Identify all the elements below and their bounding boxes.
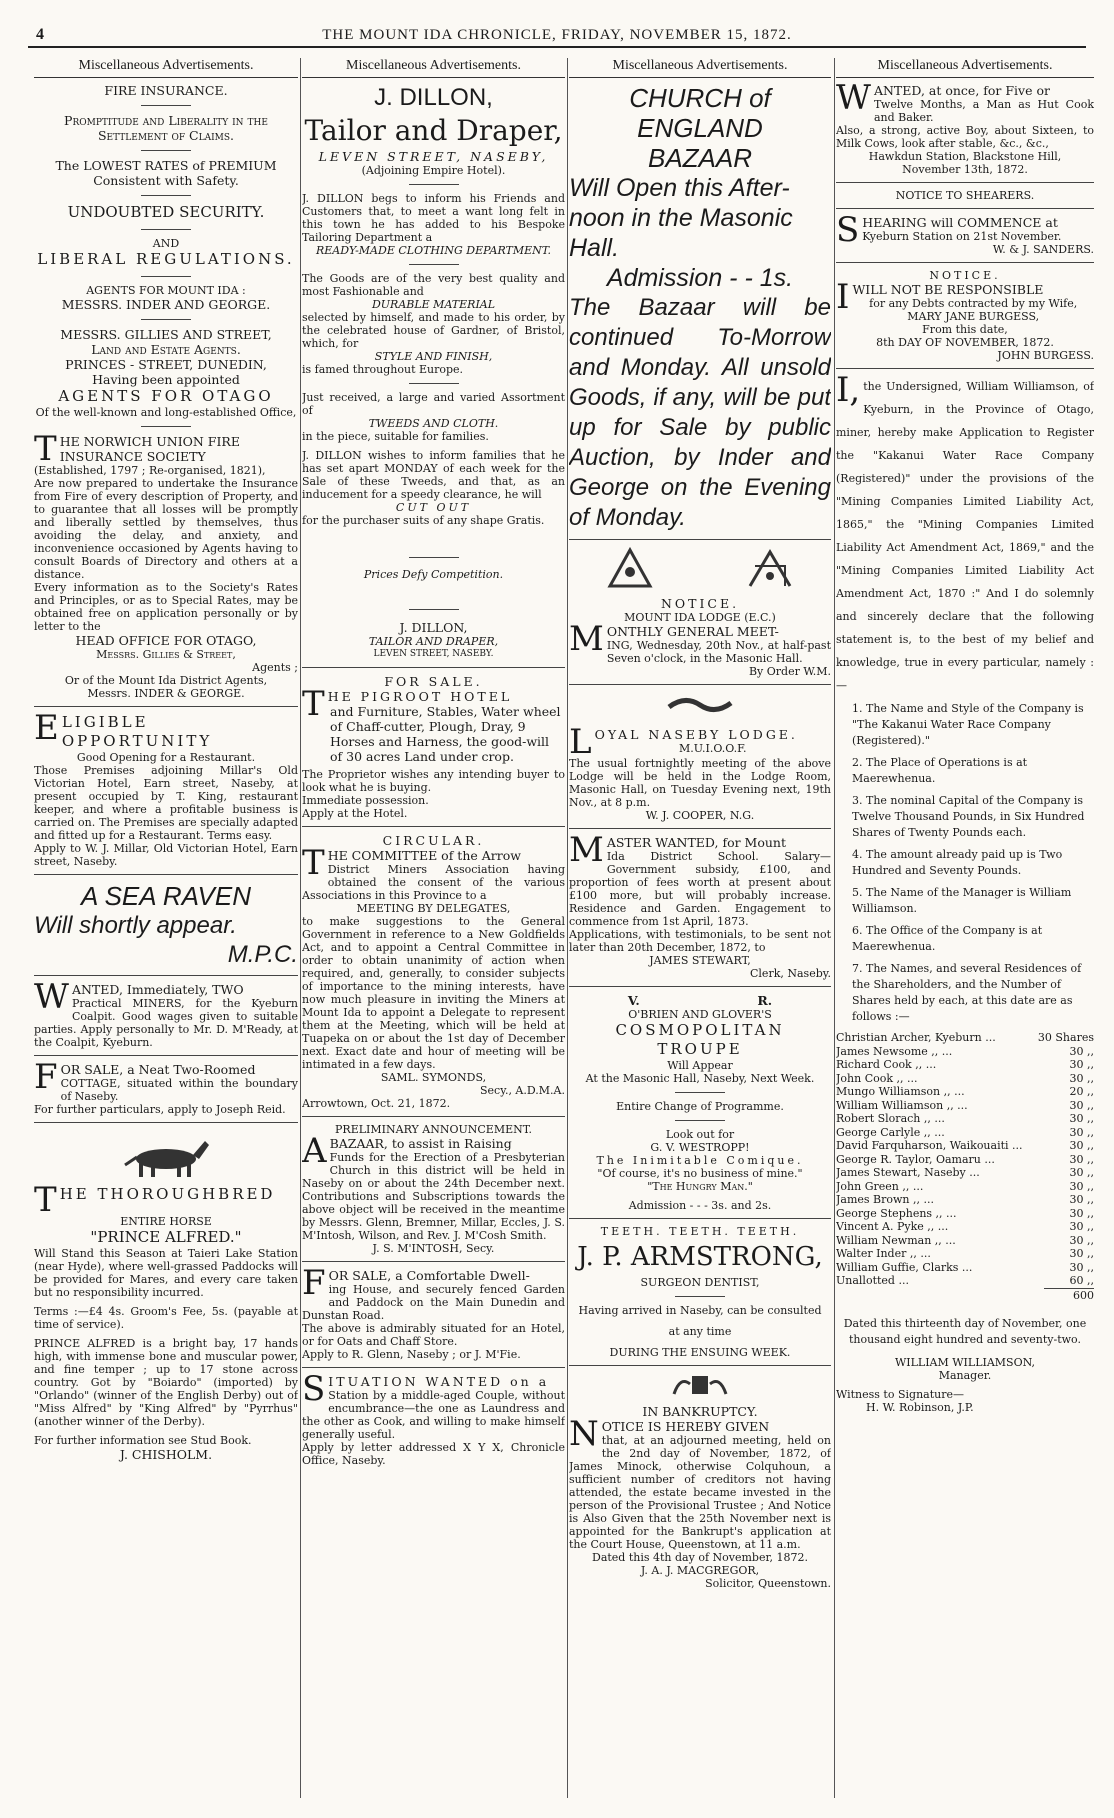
ad-signature: TAILOR AND DRAPER, [368, 635, 499, 648]
shareholder-name: Richard Cook ,, ... [836, 1058, 937, 1071]
ad-line: AGENTS FOR OTAGO [58, 387, 274, 405]
ad-heading: HE COMMITTEE of the Arrow [327, 848, 521, 863]
table-row [836, 1031, 1094, 1045]
dwelling-sale-ad [302, 1263, 565, 1361]
ad-heading: IN BANKRUPTCY. [642, 1404, 758, 1419]
ad-body: Immediate possession. [302, 794, 429, 807]
ad-line: at any time [668, 1325, 732, 1338]
drop-cap: E [34, 708, 59, 748]
ad-signature: JOHN BURGESS. [997, 349, 1094, 362]
ad-heading: BAZAAR, to assist in Raising [329, 1136, 512, 1151]
shareholder-shares: 30 ,, [1069, 1125, 1094, 1139]
table-row [836, 1153, 1094, 1167]
column-4 [836, 58, 1094, 1798]
royal-arms-icon [670, 1372, 730, 1398]
drop-cap: I [836, 277, 850, 317]
ad-date: 8th DAY OF NOVEMBER, 1872. [876, 336, 1054, 349]
shareholder-name: John Green ,, ... [836, 1179, 924, 1193]
list-item: 5. The Name of the Manager is William Williamson. [852, 886, 1072, 915]
shares-total: 600 [1044, 1288, 1094, 1302]
shareholder-name: George Carlyle ,, ... [836, 1125, 945, 1139]
shareholder-shares: 30 ,, [1069, 1179, 1094, 1193]
ad-line: MOUNT IDA LODGE (E.C.) [624, 611, 776, 624]
ad-line: STYLE AND FINISH, [374, 350, 493, 363]
ad-body: selected by himself, and made to his order, by the celebrated house of Gardner, of Bristol, which, for [302, 311, 565, 350]
dillon-tailor-ad [302, 83, 565, 661]
ad-body: Practical MINERS, for the Kyeburn Coalpit. Good wages given to suitable parties. Apply personally to Mr. D. M'Ready, at the Coalpit, Kyeburn. [34, 997, 298, 1049]
ad-body: Apply at the Hotel. [302, 807, 408, 820]
drop-cap: N [569, 1414, 599, 1454]
table-row [836, 1126, 1094, 1140]
ad-line: ENTIRE HORSE [120, 1215, 212, 1228]
table-row [836, 1045, 1094, 1059]
drop-cap: F [302, 1263, 326, 1303]
drop-cap: T [34, 429, 57, 469]
ad-body: COTTAGE, situated within the boundary of Naseby. [60, 1077, 298, 1103]
wanted-cook-ad [836, 78, 1094, 176]
masthead [28, 24, 1086, 48]
shareholder-shares: 60 ,, [1069, 1274, 1094, 1287]
shareholder-shares: 20 ,, [1069, 1085, 1094, 1098]
table-row [836, 1234, 1094, 1248]
ad-line: The Bazaar will be continued To-Morrow and Monday. All unsold Goods, if any, will be put up for Sale by public Auction, by Inder and George on the Evening of Monday. [569, 294, 831, 531]
shareholder-shares: 30 ,, [1069, 1152, 1094, 1166]
ad-body: Those Premises adjoining Millar's Old Victorian Hotel, Earn street, Naseby, at present occupied by T. King, restaurant keeper, and where a profitable business is carried on. The Premises are specially adapted and fitted up for a Restaurant. Terms easy. [34, 764, 298, 842]
ad-line: Will Appear [667, 1059, 733, 1072]
table-row [836, 1274, 1094, 1288]
ad-signature: J. CHISHOLM. [119, 1447, 213, 1462]
ad-line: V. [627, 993, 640, 1008]
ad-line: The Inimitable Comique. [596, 1154, 804, 1167]
ad-date: Dated this thirteenth day of November, one thousand eight hundred and seventy-two. [843, 1316, 1087, 1346]
wanted-miners-ad [34, 977, 298, 1049]
ad-line: Admission - - 1s. [606, 264, 794, 292]
ad-heading: OYAL NASEBY LODGE. [594, 727, 798, 742]
ad-line: Having arrived in Naseby, can be consulted [578, 1304, 822, 1317]
ad-line: Look out for [665, 1128, 735, 1141]
ad-line: DURABLE MATERIAL [371, 298, 496, 311]
ad-line: "PRINCE ALFRED." [90, 1228, 242, 1246]
table-row [836, 1099, 1094, 1113]
situation-wanted-ad [302, 1369, 565, 1467]
shareholder-name: David Farquharson, Waikouaiti ... [836, 1139, 1023, 1152]
drop-cap: W [836, 78, 871, 118]
ad-line: M.P.C. [227, 941, 298, 968]
drop-cap: I, [836, 370, 861, 410]
ad-line: A SEA RAVEN [80, 881, 252, 911]
drop-cap: L [569, 722, 592, 762]
table-row [836, 1261, 1094, 1275]
ad-body: J. DILLON wishes to inform families that he has set apart MONDAY of each week for the Sale of these Tweeds, and that, as an inducement for a speedy clearance, he will [302, 449, 565, 501]
cosmopolitan-troupe-ad [569, 993, 831, 1212]
ad-signature: J. DILLON, [399, 620, 468, 635]
ad-signature: Manager. [938, 1368, 992, 1382]
ad-body: The Goods are of the very best quality and most Fashionable and [302, 272, 565, 298]
ad-heading: ANTED, Immediately, TWO [71, 982, 244, 997]
ad-body: District Miners Association having obtained the consent of the various Associations in this Province to a [302, 863, 565, 902]
table-row [836, 1085, 1094, 1099]
horse-engraving-icon [121, 1129, 211, 1179]
ad-line: Land and Estate Agents. [91, 342, 241, 357]
ad-body: Kyeburn Station on 21st November. [862, 230, 1062, 243]
table-row [836, 1166, 1094, 1180]
ad-line: Agents ; [252, 661, 298, 674]
shareholder-name: Christian Archer, Kyeburn ... [836, 1031, 996, 1044]
handshake-icon [665, 691, 735, 721]
ad-signature: H. W. Robinson, J.P. [866, 1400, 974, 1414]
ad-line: MEETING BY DELEGATES, [356, 902, 511, 915]
ad-heading: ANTED, at once, for Five or [873, 83, 1050, 98]
shareholder-name: William Guffie, Clarks ... [836, 1260, 973, 1274]
ad-body: is famed throughout Europe. [302, 363, 464, 376]
ad-signature: W. & J. SANDERS. [992, 243, 1094, 256]
shareholder-name: James Newsome ,, ... [836, 1044, 953, 1058]
ad-body: Apply to R. Glenn, Naseby ; or J. M'Fie. [302, 1348, 521, 1361]
ad-heading: NOTICE. [660, 596, 740, 611]
masthead-title: THE MOUNT IDA CHRONICLE, FRIDAY, NOVEMBER 15, 1872. [322, 27, 792, 43]
column-3 [569, 58, 831, 1798]
list-item: 2. The Place of Operations is at Maerewhenua. [852, 756, 1028, 785]
table-row [836, 1207, 1094, 1221]
shareholder-shares: 30 Shares [1037, 1031, 1094, 1044]
ad-body: Twelve Months, a Man as Hut Cook and Baker. [873, 98, 1094, 124]
ad-line: PRINCES - STREET, DUNEDIN, [65, 357, 267, 372]
ad-heading: WILL NOT BE RESPONSIBLE [852, 282, 1044, 297]
column-heading: Miscellaneous Advertisements. [302, 58, 565, 78]
column-rule [834, 58, 835, 1798]
drop-cap: M [569, 830, 604, 870]
ad-body: for the purchaser suits of any shape Gratis. [302, 514, 545, 527]
table-row [836, 1072, 1094, 1086]
mount-ida-lodge-ad [569, 546, 831, 678]
ad-signature: Clerk, Naseby. [750, 967, 831, 980]
ad-line: At the Masonic Hall, Naseby, Next Week. [585, 1072, 815, 1085]
shareholder-name: Walter Inder ,, ... [836, 1247, 931, 1260]
drop-cap: A [302, 1131, 327, 1171]
ad-heading: HE NORWICH UNION FIRE INSURANCE SOCIETY [59, 434, 240, 464]
ad-signature: JAMES STEWART, [649, 954, 751, 967]
ad-line: UNDOUBTED SECURITY. [67, 203, 265, 221]
drop-cap: S [302, 1369, 326, 1409]
ad-heading: PRELIMINARY ANNOUNCEMENT. [335, 1123, 532, 1136]
column-rule [300, 58, 301, 1798]
ad-line: TWEEDS AND CLOTH. [368, 417, 499, 430]
shareholder-shares: 30 ,, [1069, 1247, 1094, 1260]
ad-heading: ONTHLY GENERAL MEET- [606, 624, 779, 639]
ad-line: Hawkdun Station, Blackstone Hill, [868, 150, 1062, 163]
ad-heading: HE PIGROOT HOTEL [327, 689, 513, 704]
drop-cap: T [34, 1180, 57, 1220]
column-heading: Miscellaneous Advertisements. [836, 58, 1094, 78]
ad-line: DURING THE ENSUING WEEK. [609, 1346, 791, 1359]
table-row [836, 1112, 1094, 1126]
ad-body: the Undersigned, William Williamson, of Kyeburn, in the Province of Otago, miner, hereby make Application to Register the "Kakanui Water Race Company (Registered)" under the provisions of the "Mining Companies Limited Liability Act, 1865," the "Mining Companies Limited Liability Act Amendment Act, 1869," and the "Mining Companies Limited Liability Act Amendment Act, 1870 :" And I do solemnly and sincerely declare that the following statement is, to the best of my belief and knowledge, true in every particular, namely :— [836, 380, 1094, 692]
burgess-notice-ad [836, 269, 1094, 362]
master-wanted-ad [569, 830, 831, 980]
ad-body: for any Debts contracted by my Wife, MARY JANE BURGESS, [869, 297, 1078, 323]
ad-line: SURGEON DENTIST, [640, 1276, 760, 1289]
ad-signature: W. J. COOPER, N.G. [645, 809, 755, 822]
ad-heading: NOTICE TO SHEARERS. [895, 189, 1035, 202]
ad-body: Just received, a large and varied Assortment of [302, 391, 565, 417]
ad-body: Every information as to the Society's Rates and Principles, or as to Special Rates, may be obtained free on application personally or by letter to the [34, 581, 298, 633]
ad-heading: CHURCH of ENGLAND [629, 83, 771, 143]
dentist-ad [569, 1225, 831, 1359]
ad-heading: COSMOPOLITAN TROUPE [615, 1021, 785, 1058]
ad-line: READY-MADE CLOTHING DEPARTMENT. [315, 244, 552, 257]
sea-raven-ad [34, 881, 298, 969]
ad-signature: LEVEN STREET, NASEBY. [373, 649, 494, 659]
ad-body: and Furniture, Stables, Water wheel of Chaff-cutter, Plough, Dray, 9 Horses and Harness, the good-will of 30 acres Land under crop. [330, 704, 561, 764]
shareholder-name: Vincent A. Pyke ,, ... [836, 1220, 949, 1233]
ad-heading: BAZAAR [647, 143, 753, 173]
ad-line: The LOWEST RATES of PREMIUM Consistent with Safety. [55, 158, 277, 188]
ad-signature: Solicitor, Queenstown. [705, 1577, 831, 1590]
ad-line: Admission - - - 3s. and 2s. [628, 1199, 772, 1212]
ad-signature: Secy., A.D.M.A. [479, 1084, 565, 1097]
shareholder-name: James Stewart, Naseby ... [836, 1166, 980, 1179]
drop-cap: S [836, 210, 860, 250]
ad-line: LIBERAL REGULATIONS. [37, 250, 295, 268]
column-heading: Miscellaneous Advertisements. [569, 58, 831, 78]
shareholder-shares: 30 ,, [1069, 1058, 1094, 1071]
ad-line: Of the well-known and long-established Office, [35, 406, 297, 419]
ad-line: "The Hungry Man." [647, 1180, 753, 1193]
ad-body: Funds for the Erection of a Presbyterian Church in this district will be held in Naseby on or about the 24th December next. Contributions and Subscriptions towards the above object will be received in the meantime by Messrs. Glenn, Bremner, Millar, Eccles, J. S. M'Intosh, Wilson, and Rev. J. M'Cosh Smith. [302, 1151, 565, 1242]
shareholder-name: James Brown ,, ... [836, 1193, 934, 1206]
shareholder-shares: 30 ,, [1069, 1220, 1094, 1233]
ad-body: Will Stand this Season at Taieri Lake Station (near Hyde), where well-grassed Paddocks will be provided for Mares, and every care taken but no responsibility incurred. [34, 1247, 298, 1299]
shareholders-table [836, 1031, 1094, 1288]
table-row [836, 1193, 1094, 1207]
ad-heading: ITUATION WANTED on a [328, 1374, 550, 1389]
shareholder-shares: 30 ,, [1069, 1112, 1094, 1125]
ad-body: that, at an adjourned meeting, held on the 2nd day of November, 1872, of James Minock, otherwise Colquhoun, a sufficient number of creditors not having attended, the estate became invested in the person of the Provisional Trustee ; And Notice is Also Given that the 25th November next is appointed for the Bankrupt's application at the Court House, Queenstown, at 11 a.m. [569, 1434, 831, 1551]
drop-cap: T [302, 843, 325, 883]
list-item: 3. The nominal Capital of the Company is Twelve Thousand Pounds, in Six Hundred Shares of Twenty Pounds each. [852, 794, 1085, 839]
ad-line: "Of course, it's no business of mine." [597, 1167, 803, 1180]
ad-date: Dated this 4th day of November, 1872. [592, 1551, 808, 1564]
shareholder-shares: 30 ,, [1069, 1098, 1094, 1112]
ad-line: Entire Change of Programme. [616, 1100, 784, 1113]
ad-line: LEVEN STREET, NASEBY, [318, 149, 549, 164]
shareholder-name: William Williamson ,, ... [836, 1098, 968, 1112]
masonic-emblem-icon [590, 546, 810, 590]
column-heading: Miscellaneous Advertisements. [34, 58, 298, 78]
ad-heading: FOR SALE. [384, 674, 483, 689]
ad-date: Arrowtown, Oct. 21, 1872. [302, 1097, 451, 1110]
ad-line: G. V. WESTROPP! [650, 1141, 750, 1154]
ad-date: November 13th, 1872. [902, 163, 1028, 176]
ad-line: M.U.I.O.O.F. [679, 742, 747, 755]
shearers-notice-ad [836, 189, 1094, 256]
ad-line: MESSRS. INDER AND GEORGE. [61, 297, 271, 312]
ad-signature: J. A. J. MACGREGOR, [640, 1564, 760, 1577]
ad-heading: CIRCULAR. [382, 833, 485, 848]
ad-line: Having been appointed [92, 372, 240, 387]
list-item: 7. The Names, and several Residences of the Shareholders, and the Number of Shares held by each, at this date are as follows :— [852, 962, 1082, 1023]
ad-line: Good Opening for a Restaurant. [76, 751, 256, 764]
ad-body: to make suggestions to the General Government in reference to a New Goldfields Act, and to appoint a Central Committee in order to obtain unanimity of action when required, and, generally, to consider subjects of importance to the mining interests, have now much pleasure in inviting the Miners at Mount Ida to appoint a Delegate to represent them at the Meeting, which will be held at Tuapeka on or about the 1st day of December next. Exact date and hour of meeting will be intimated in a few days. [302, 915, 565, 1071]
ad-body: For further particulars, apply to Joseph Reid. [34, 1103, 286, 1116]
ad-heading: NOTICE. [929, 269, 1001, 282]
ad-line: HEAD OFFICE FOR OTAGO, [75, 633, 257, 648]
shareholder-shares: 30 ,, [1069, 1071, 1094, 1085]
column-rule [567, 58, 568, 1798]
horse-ad [34, 1129, 298, 1462]
list-item: 4. The amount already paid up is Two Hundred and Seventy Pounds. [852, 848, 1063, 877]
loyal-naseby-lodge-ad [569, 691, 831, 822]
ad-line: Will shortly appear. [34, 912, 237, 939]
fire-insurance-ad [34, 83, 298, 700]
ad-body: Station by a middle-aged Couple, without encumbrance—the one as Laundress and the other as Cook, and willing to make himself generally useful. [302, 1389, 565, 1441]
bazaar-announcement-ad [302, 1123, 565, 1255]
column-2 [302, 58, 565, 1798]
ad-signature: WILLIAM WILLIAMSON, [894, 1355, 1036, 1369]
ad-heading: OR SALE, a Neat Two-Roomed [60, 1062, 256, 1077]
pigroot-hotel-ad [302, 674, 565, 820]
ad-line: From this date, [922, 323, 1008, 336]
table-row [836, 1220, 1094, 1234]
shareholder-shares: 30 ,, [1069, 1193, 1094, 1206]
ad-line: AND [152, 237, 180, 250]
column-1 [34, 58, 298, 1798]
ad-line: CUT OUT [395, 501, 472, 514]
ad-body: Applications, with testimonials, to be sent not later than 20th December, 1872, to [569, 928, 831, 954]
ad-heading: OR SALE, a Comfortable Dwell- [328, 1268, 530, 1283]
ad-line: Witness to Signature— [836, 1387, 964, 1401]
shareholder-name: William Newman ,, ... [836, 1233, 956, 1247]
shareholder-name: Unallotted ... [836, 1274, 909, 1287]
drop-cap: W [34, 977, 69, 1017]
ad-line: Promptitude and Liberality in the Settlement of Claims. [64, 113, 268, 143]
ad-body: PRINCE ALFRED is a bright bay, 17 hands high, with immense bone and muscular power, and fine temper ; up to 17 stone across country. Got by "Boiardo" (imported) by "Orlando" (winner of the English Derby) out of "Miss Alfred" by "King Alfred" by "Pyrrhus" (another winner of the Derby). [34, 1337, 298, 1428]
drop-cap: F [34, 1057, 58, 1097]
ad-body: Terms :—£4 4s. Groom's Fee, 5s. (payable at time of service). [34, 1305, 298, 1331]
ad-heading: O'BRIEN AND GLOVER'S [628, 1008, 772, 1021]
ad-heading: ASTER WANTED, for Mount [606, 835, 786, 850]
shareholder-name: John Cook ,, ... [836, 1071, 918, 1085]
ad-body: Apply by letter addressed X Y X, Chronicle Office, Naseby. [302, 1441, 565, 1467]
ad-line: MESSRS. GILLIES AND STREET, [60, 327, 272, 342]
cottage-sale-ad [34, 1057, 298, 1116]
ad-signature: SAML. SYMONDS, [380, 1071, 487, 1084]
ad-body: ING, Wednesday, 20th Nov., at half-past Seven o'clock, in the Masonic Hall. [606, 639, 831, 665]
ad-heading: HE THOROUGHBRED [59, 1185, 276, 1203]
ad-heading: Tailor and Draper, [304, 114, 563, 147]
shareholder-name: George Stephens ,, ... [836, 1206, 957, 1220]
ad-line: (Established, 1797 ; Re-organised, 1821), [34, 464, 266, 477]
drop-cap: T [302, 684, 325, 724]
ad-body: Also, a strong, active Boy, about Sixteen, to Milk Cows, look after stable, &c., &c., [836, 124, 1094, 150]
shareholder-name: Mungo Williamson ,, ... [836, 1085, 965, 1098]
shareholder-shares: 30 ,, [1069, 1206, 1094, 1220]
table-row [836, 1180, 1094, 1194]
ad-line: R. [757, 993, 773, 1008]
ad-heading: FIRE INSURANCE. [104, 83, 228, 98]
drop-cap: M [569, 619, 604, 659]
shareholder-shares: 30 ,, [1069, 1166, 1094, 1179]
ad-body: in the piece, suitable for families. [302, 430, 489, 443]
ad-body: The usual fortnightly meeting of the above Lodge will be held in the Lodge Room, Masonic Hall, on Tuesday Evening next, 19th Nov., at 8 p.m. [569, 757, 831, 809]
table-row [836, 1058, 1094, 1072]
ad-heading: OTICE IS HEREBY GIVEN [601, 1419, 770, 1434]
ad-line: Messrs. INDER & GEORGE. [87, 687, 245, 700]
ad-line: Will Open this After-noon in the Masonic Hall. [569, 174, 793, 262]
list-item: 6. The Office of the Company is at Maerewhenua. [852, 924, 1043, 953]
ad-line: TEETH. TEETH. TEETH. [600, 1225, 800, 1238]
ad-heading: HEARING will COMMENCE at [862, 215, 1058, 230]
church-bazaar-ad [569, 83, 831, 533]
page-number: 4 [36, 26, 44, 43]
ad-body: ing House, and securely fenced Garden and Paddock on the Main Dunedin and Dunstan Road. [302, 1283, 565, 1322]
ad-signature: J. S. M'INTOSH, Secy. [372, 1242, 495, 1255]
shareholder-name: Robert Slorach ,, ... [836, 1112, 945, 1125]
shareholder-shares: 30 ,, [1069, 1044, 1094, 1058]
ad-heading: LIGIBLE OPPORTUNITY [61, 713, 213, 750]
circular-ad [302, 833, 565, 1110]
table-row [836, 1139, 1094, 1153]
ad-body: For further information see Stud Book. [34, 1434, 252, 1447]
ad-body: Apply to W. J. Millar, Old Victorian Hotel, Earn street, Naseby. [34, 842, 298, 868]
ad-line: Or of the Mount Ida District Agents, [64, 674, 268, 687]
williamson-application-ad [836, 370, 1094, 1414]
ad-line: Messrs. Gillies & Street, [96, 648, 236, 661]
ad-line: AGENTS FOR MOUNT IDA : [86, 284, 246, 297]
ad-line: (Adjoining Empire Hotel). [361, 164, 506, 177]
ad-body: Are now prepared to undertake the Insurance from Fire of every description of Property, and to guarantee that all losses will be promptly and liberally settled by themselves, thus avoiding the delay, and anxiety, and inconvenience occasioned by Agents having to consult Boards of Directory and others at a distance. [34, 477, 298, 581]
ad-line: Prices Defy Competition. [363, 568, 504, 581]
shareholder-shares: 30 ,, [1069, 1139, 1094, 1152]
ad-body: J. DILLON begs to inform his Friends and Customers that, to meet a want long felt in this town he has added to his Bespoke Tailoring Department a [302, 192, 565, 244]
eligible-opportunity-ad [34, 708, 298, 868]
ad-body: The Proprietor wishes any intending buyer to look what he is buying. [302, 768, 565, 794]
ad-body: The above is admirably situated for an Hotel, or for Oats and Chaff Store. [302, 1322, 565, 1348]
ad-signature: By Order W.M. [748, 665, 831, 678]
ad-heading: J. P. ARMSTRONG, [577, 1242, 823, 1272]
bankruptcy-notice-ad [569, 1372, 831, 1590]
shareholder-shares: 30 ,, [1069, 1260, 1094, 1274]
ad-heading: J. DILLON, [374, 84, 493, 111]
ad-body: Ida District School. Salary—Government subsidy, £100, and proportion of fees worth at present about £100 more, but will probably increase. Residence and Garden. Engagement to commence from 1st April, 1873. [569, 850, 831, 928]
shareholder-name: George R. Taylor, Oamaru ... [836, 1152, 995, 1166]
table-row [836, 1247, 1094, 1261]
shareholder-shares: 30 ,, [1069, 1233, 1094, 1247]
list-item: 1. The Name and Style of the Company is "The Kakanui Water Race Company (Registered)." [852, 702, 1084, 747]
